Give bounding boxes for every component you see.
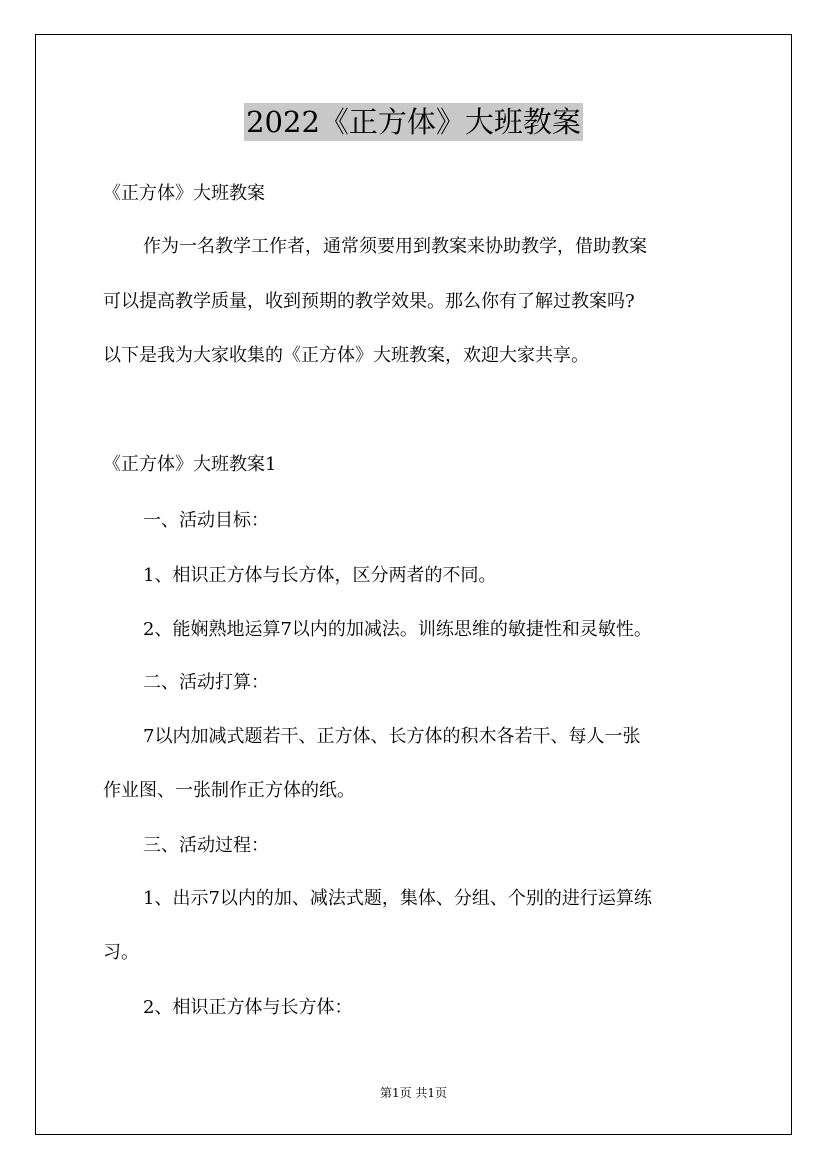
- intro-heading: 《正方体》大班教案: [103, 183, 265, 204]
- paragraph-line: 2、相识正方体与长方体：: [143, 997, 353, 1018]
- document-title: 2022《正方体》大班教案: [246, 105, 581, 139]
- paragraph-line: 三、活动过程：: [143, 835, 269, 856]
- paragraph-line: 习。: [103, 942, 139, 963]
- paragraph-line: 2、能娴熟地运算7以内的加减法。训练思维的敏捷性和灵敏性。: [143, 619, 652, 640]
- paragraph-line: 7以内加减式题若干、正方体、长方体的积木各若干、每人一张: [143, 726, 641, 747]
- paragraph-line: 可以提高教学质量，收到预期的教学效果。那么你有了解过教案吗?: [103, 291, 635, 312]
- paragraph-line: 二、活动打算：: [143, 672, 269, 693]
- paragraph-line: 作为一名教学工作者，通常须要用到教案来协助教学，借助教案: [143, 236, 647, 257]
- section-heading: 《正方体》大班教案1: [103, 454, 277, 475]
- paragraph-line: 以下是我为大家收集的《正方体》大班教案，欢迎大家共享。: [103, 345, 589, 366]
- title-container: [0, 103, 827, 141]
- paragraph-line: 1、相识正方体与长方体，区分两者的不同。: [143, 565, 497, 586]
- paragraph-line: 1、出示7以内的加、减法式题，集体、分组、个别的进行运算练: [143, 888, 652, 909]
- page-footer: 第1页 共1页: [379, 1086, 448, 1100]
- paragraph-line: 一、活动目标：: [143, 510, 269, 531]
- paragraph-line: 作业图、一张制作正方体的纸。: [103, 780, 355, 801]
